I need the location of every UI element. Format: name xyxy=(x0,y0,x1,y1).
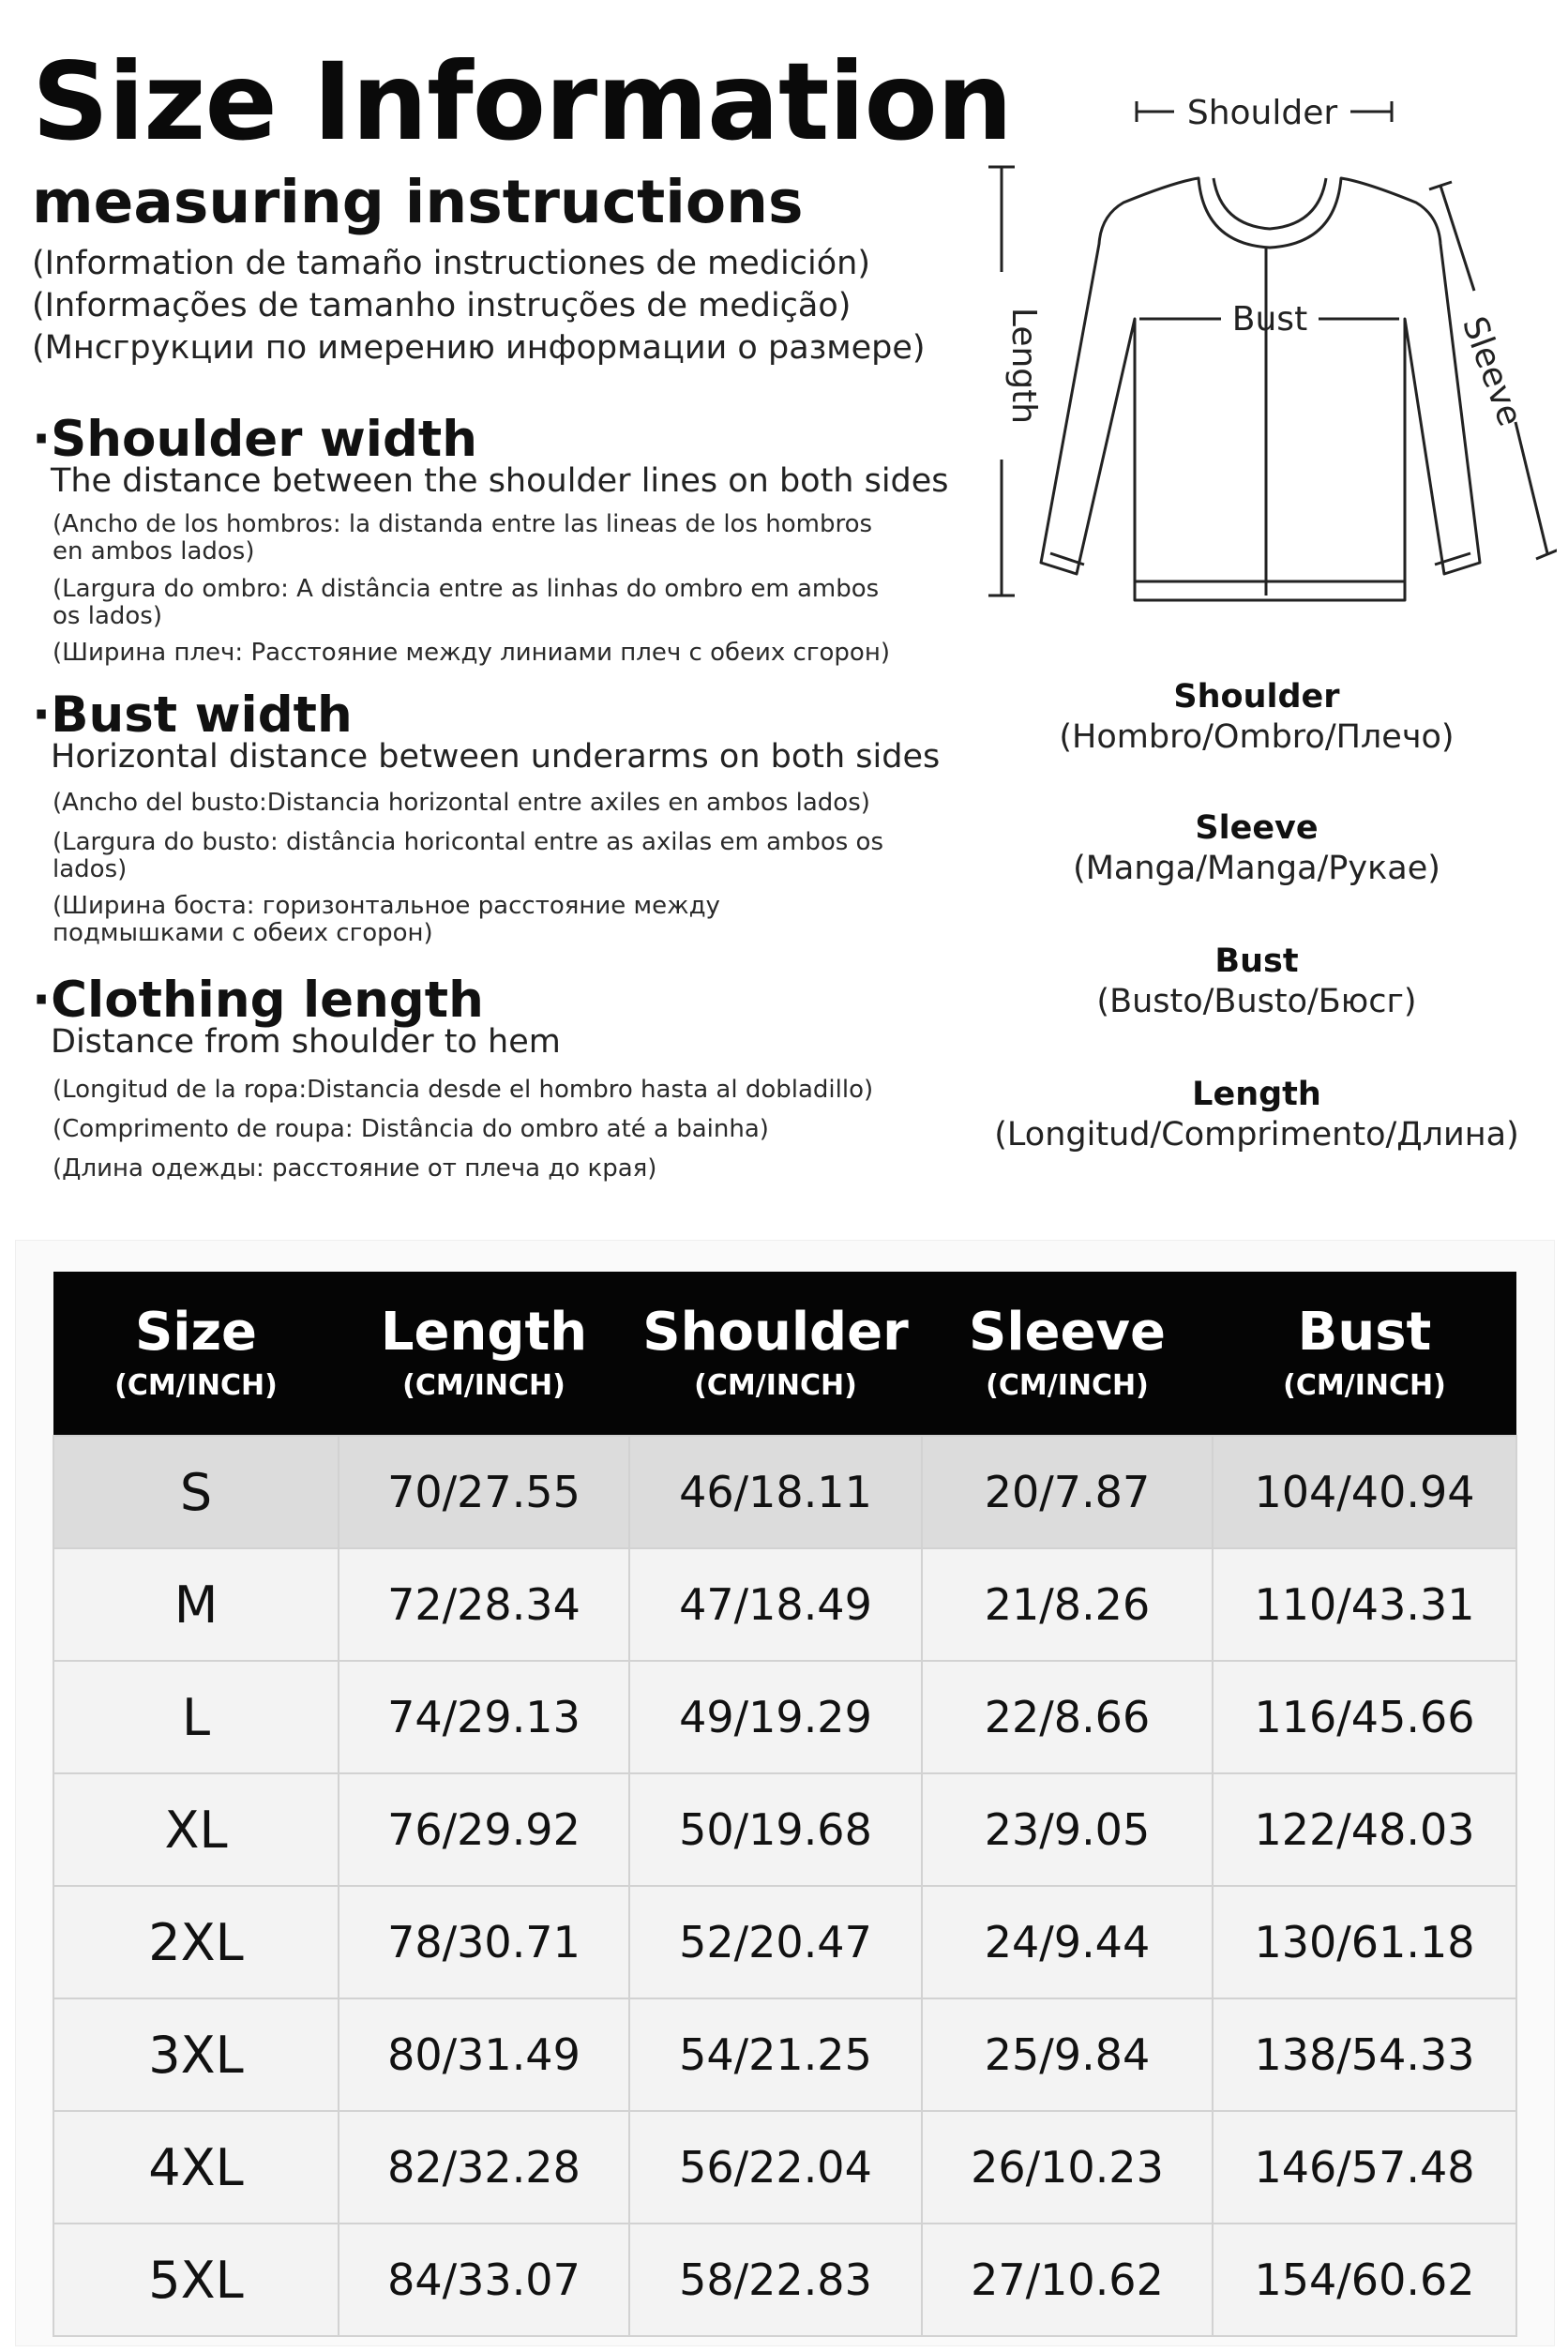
cell-size: L xyxy=(53,1661,339,1773)
section-note-bust-es: (Ancho del busto:Distancia horizontal entre axiles en ambos lados) xyxy=(53,789,870,817)
diagram-shoulder-label: Shoulder xyxy=(1186,94,1338,132)
table-row xyxy=(53,1886,1516,1998)
section-note-shoulder-pt: (Largura do ombro: A distância entre as linhas do ombro em ambos os lados) xyxy=(53,575,880,630)
section-description-bust: Horizontal distance between underarms on both sides xyxy=(51,738,941,776)
section-heading-bust: ·Bust width xyxy=(32,686,353,744)
cell-shoulder: 58/22.83 xyxy=(629,2224,922,2336)
legend-length xyxy=(975,1078,1538,1152)
header-shoulder: Shoulder (CM/INCH) xyxy=(642,1302,909,1402)
subtitle-translation-es: (Information de tamaño instructiones de medición) xyxy=(32,245,870,282)
section-note-length-pt: (Comprimento de roupa: Distância do ombro até a bainha) xyxy=(53,1115,769,1143)
cell-sleeve: 27/10.62 xyxy=(922,2224,1213,2336)
cell-size: 4XL xyxy=(53,2111,339,2224)
cell-length: 80/31.49 xyxy=(339,1998,629,2111)
diagram-length-label: Length xyxy=(1004,307,1043,425)
subtitle-translation-pt: (Informações de tamanho instruções de medição) xyxy=(32,287,852,324)
cell-shoulder: 46/18.11 xyxy=(629,1436,922,1548)
legend-translation: (Longitud/Comprimento/Длина) xyxy=(994,1116,1519,1153)
legend-translation: (Manga/Manga/Рукае) xyxy=(1073,850,1440,887)
cell-length: 76/29.92 xyxy=(339,1773,629,1886)
legend-translation: (Hombro/Ombro/Плечо) xyxy=(1059,718,1455,756)
cell-length: 82/32.28 xyxy=(339,2111,629,2224)
legend-term: Length xyxy=(1192,1076,1321,1113)
table-row xyxy=(53,2111,1516,2224)
legend-sleeve xyxy=(975,809,1538,887)
cell-size: 3XL xyxy=(53,1998,339,2111)
subtitle-translation-ru: (Мнсгрукции по имерению информации о размере) xyxy=(32,329,926,367)
table-row xyxy=(53,1998,1516,2111)
cell-length: 74/29.13 xyxy=(339,1661,629,1773)
garment-measurement-diagram xyxy=(975,84,1557,619)
table-row xyxy=(53,2224,1516,2336)
cell-shoulder: 47/18.49 xyxy=(629,1548,922,1661)
legend-term: Shoulder xyxy=(1173,678,1340,716)
cell-bust: 104/40.94 xyxy=(1213,1436,1516,1548)
table-row xyxy=(53,1548,1516,1661)
cell-size: XL xyxy=(53,1773,339,1886)
section-note-bust-ru: (Ширина боста: горизонтальное расстояние между подмышками с обеих сгорон) xyxy=(53,892,720,947)
diagram-sleeve-label: Sleeve xyxy=(1454,311,1530,431)
cell-bust: 154/60.62 xyxy=(1213,2224,1516,2336)
section-note-bust-pt: (Largura do busto: distância horicontal entre as axilas em ambos os lados) xyxy=(53,828,884,883)
cell-size: 5XL xyxy=(53,2224,339,2336)
cell-bust: 122/48.03 xyxy=(1213,1773,1516,1886)
cell-shoulder: 50/19.68 xyxy=(629,1773,922,1886)
cell-shoulder: 54/21.25 xyxy=(629,1998,922,2111)
cell-length: 70/27.55 xyxy=(339,1436,629,1548)
cell-bust: 116/45.66 xyxy=(1213,1661,1516,1773)
page-title: Size Information xyxy=(32,39,1013,164)
section-heading-shoulder: ·Shoulder width xyxy=(32,411,477,468)
cell-sleeve: 21/8.26 xyxy=(922,1548,1213,1661)
cell-sleeve: 26/10.23 xyxy=(922,2111,1213,2224)
cell-sleeve: 23/9.05 xyxy=(922,1773,1213,1886)
cell-size: M xyxy=(53,1548,339,1661)
cell-bust: 138/54.33 xyxy=(1213,1998,1516,2111)
cell-sleeve: 22/8.66 xyxy=(922,1661,1213,1773)
table-row xyxy=(53,1436,1516,1548)
cell-length: 72/28.34 xyxy=(339,1548,629,1661)
section-note-length-es: (Longitud de la ropa:Distancia desde el hombro hasta al dobladillo) xyxy=(53,1076,874,1104)
header-size: Size (CM/INCH) xyxy=(114,1302,278,1402)
cell-shoulder: 49/19.29 xyxy=(629,1661,922,1773)
legend-term: Bust xyxy=(1214,942,1299,980)
cell-sleeve: 24/9.44 xyxy=(922,1886,1213,1998)
section-description-length: Distance from shoulder to hem xyxy=(51,1023,561,1061)
size-table xyxy=(53,1272,1517,2337)
cell-sleeve: 25/9.84 xyxy=(922,1998,1213,2111)
table-header-row xyxy=(53,1272,1516,1436)
shirt-outline-icon xyxy=(1041,178,1480,600)
legend-term: Sleeve xyxy=(1195,809,1319,847)
section-note-shoulder-ru: (Ширина плеч: Расстояние между линиами плеч с обеих сгорон) xyxy=(53,639,890,667)
legend-shoulder xyxy=(975,678,1538,756)
cell-shoulder: 56/22.04 xyxy=(629,2111,922,2224)
section-heading-length: ·Clothing length xyxy=(32,972,484,1029)
cell-size: S xyxy=(53,1436,339,1548)
cell-shoulder: 52/20.47 xyxy=(629,1886,922,1998)
cell-length: 84/33.07 xyxy=(339,2224,629,2336)
cell-bust: 146/57.48 xyxy=(1213,2111,1516,2224)
page-subtitle: measuring instructions xyxy=(32,168,804,236)
cell-length: 78/30.71 xyxy=(339,1886,629,1998)
legend-translation: (Busto/Busto/Бюсг) xyxy=(1096,983,1417,1020)
header-sleeve: Sleeve (CM/INCH) xyxy=(969,1302,1166,1402)
header-length: Length (CM/INCH) xyxy=(380,1302,588,1402)
section-note-length-ru: (Длина одежды: расстояние от плеча до края) xyxy=(53,1154,657,1183)
table-row xyxy=(53,1773,1516,1886)
cell-bust: 110/43.31 xyxy=(1213,1548,1516,1661)
cell-bust: 130/61.18 xyxy=(1213,1886,1516,1998)
legend-bust xyxy=(975,942,1538,1020)
cell-sleeve: 20/7.87 xyxy=(922,1436,1213,1548)
table-row xyxy=(53,1661,1516,1773)
section-note-shoulder-es: (Ancho de los hombros: la distanda entre las lineas de los hombros en ambos lados) xyxy=(53,510,873,565)
header-bust: Bust (CM/INCH) xyxy=(1283,1302,1446,1402)
diagram-bust-label: Bust xyxy=(1231,300,1308,339)
cell-size: 2XL xyxy=(53,1886,339,1998)
section-description-shoulder: The distance between the shoulder lines on both sides xyxy=(51,462,949,500)
